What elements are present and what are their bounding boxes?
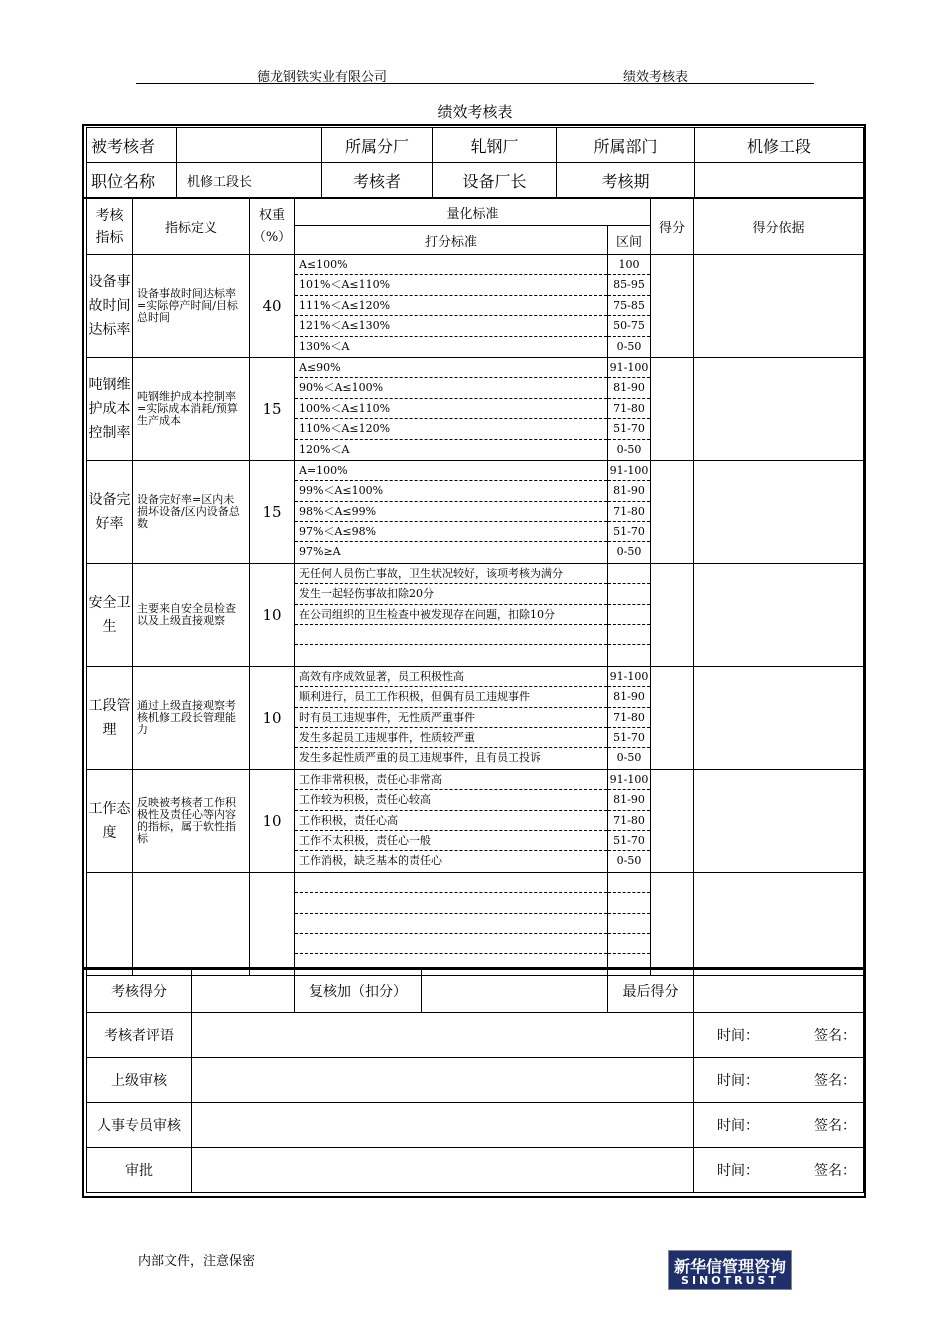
- score-ranges: [608, 563, 651, 666]
- signature-label: 签名：: [814, 1028, 856, 1044]
- score-range-line: 71-80: [608, 502, 650, 522]
- indicator-definition: 主要来自安全员检查以及上级直接观察: [133, 563, 250, 666]
- score-basis-cell[interactable]: [694, 666, 864, 769]
- score-range-line: [608, 584, 650, 604]
- indicator-row: [87, 872, 864, 975]
- summary-table: [86, 969, 864, 1193]
- scoring-standard-line: 发生多起性质严重的员工违规事件，且有员工投诉: [299, 751, 541, 765]
- score-cell[interactable]: [651, 460, 694, 563]
- scoring-standard-line: 130%＜A: [299, 339, 350, 353]
- scoring-standard-line: A=100%: [295, 461, 607, 481]
- header-company: 德龙钢铁实业有限公司: [257, 70, 388, 85]
- indicator-row: [87, 357, 864, 460]
- score-range-line: 51-70: [608, 728, 650, 748]
- score-basis-cell[interactable]: [694, 255, 864, 358]
- scoring-standard-line: 110%＜A≤120%: [295, 419, 607, 439]
- head-indicator: 考核 指标: [87, 199, 133, 255]
- score-range-line: [608, 605, 650, 625]
- scoring-standard-line: 工作不太积极，责任心一般: [295, 831, 607, 851]
- indicator-weight: 40: [250, 255, 295, 358]
- department-label: 所属部门: [557, 128, 695, 163]
- indicator-definition: [133, 872, 250, 975]
- header-doc-name: 绩效考核表: [623, 70, 689, 85]
- indicator-definition: 设备完好率=区内未损坏设备/区内设备总数: [133, 460, 250, 563]
- signature-label: 签名：: [814, 1118, 856, 1134]
- indicator-weight: 10: [250, 666, 295, 769]
- indicator-weight: 10: [250, 769, 295, 872]
- score-cell[interactable]: [651, 255, 694, 358]
- approval-comment-cell[interactable]: [192, 1013, 694, 1058]
- head-definition: 指标定义: [133, 199, 250, 255]
- reviewer-label: 考核者: [322, 163, 433, 198]
- recheck-value[interactable]: [422, 970, 608, 1013]
- scoring-standard-line: 97%≥A: [299, 545, 341, 559]
- reviewee-value[interactable]: [177, 128, 322, 163]
- signature-label: 签名：: [814, 1163, 856, 1179]
- scoring-standard-line: 在公司组织的卫生检查中被发现存在问题，扣除10分: [295, 605, 607, 625]
- score-range-line: 0-50: [616, 545, 642, 559]
- indicator-definition: 设备事故时间达标率=实际停产时间/目标总时间: [133, 255, 250, 358]
- scoring-standards: [295, 872, 608, 975]
- approval-label: 审批: [87, 1148, 192, 1193]
- branch-value: 轧钢厂: [433, 128, 557, 163]
- score-basis-cell[interactable]: [694, 769, 864, 872]
- score-range-line: [608, 645, 650, 665]
- scoring-standard-line: [295, 893, 607, 913]
- score-range-line: [608, 564, 650, 584]
- scoring-standard-line: 高效有序成效显著，员工积极性高: [295, 667, 607, 687]
- approval-comment-cell[interactable]: [192, 1058, 694, 1103]
- scoring-standard-line: 120%＜A: [299, 442, 350, 456]
- score-range-line: 71-80: [608, 708, 650, 728]
- score-cell[interactable]: [651, 666, 694, 769]
- score-range-line: 0-50: [616, 442, 642, 456]
- indicator-rows: [87, 255, 864, 976]
- score-range-line: [608, 893, 650, 913]
- score-ranges: [608, 460, 651, 563]
- score-range-line: 91-100: [608, 358, 650, 378]
- department-value: 机修工段: [695, 128, 864, 163]
- scoring-standards: [295, 563, 608, 666]
- approval-rows: [87, 1013, 864, 1193]
- indicator-weight: [250, 872, 295, 975]
- indicator-name: [87, 872, 133, 975]
- scoring-standard-line: 发生多起员工违规事件，性质较严重: [295, 728, 607, 748]
- approval-row: [87, 1103, 864, 1148]
- scoring-standards: [295, 666, 608, 769]
- scoring-standard-line: 101%＜A≤110%: [295, 275, 607, 295]
- head-range: 区间: [608, 226, 651, 255]
- time-signature-cell[interactable]: [694, 1013, 864, 1058]
- indicator-row: [87, 255, 864, 358]
- approval-comment-cell[interactable]: [192, 1103, 694, 1148]
- scoring-standard-line: 工作积极，责任心高: [295, 811, 607, 831]
- score-cell[interactable]: [651, 357, 694, 460]
- scoring-standard-line: A≤100%: [295, 255, 607, 275]
- indicator-name: 安全卫生: [87, 563, 133, 666]
- reviewee-label: 被考核者: [87, 128, 177, 163]
- score-range-line: 91-100: [608, 667, 650, 687]
- score-range-line: 81-90: [608, 687, 650, 707]
- time-signature-cell[interactable]: [694, 1103, 864, 1148]
- head-quant: 量化标准: [295, 199, 651, 226]
- scoring-standard-line: [295, 914, 607, 934]
- indicator-definition: 吨钢维护成本控制率=实际成本消耗/预算生产成本: [133, 357, 250, 460]
- scoring-standard-line: A≤90%: [295, 358, 607, 378]
- approval-label: 上级审核: [87, 1058, 192, 1103]
- score-basis-cell[interactable]: [694, 872, 864, 975]
- info-row-1: [87, 128, 864, 163]
- time-label: 时间：: [717, 1163, 759, 1179]
- approval-comment-cell[interactable]: [192, 1148, 694, 1193]
- indicator-table: [86, 198, 864, 976]
- approval-label: 考核者评语: [87, 1013, 192, 1058]
- score-range-line: 85-95: [608, 275, 650, 295]
- score-range-line: 100: [608, 255, 650, 275]
- scoring-standard-line: 111%＜A≤120%: [295, 296, 607, 316]
- scoring-standard-line: [295, 934, 607, 954]
- indicator-name: 工作态度: [87, 769, 133, 872]
- score-ranges: [608, 357, 651, 460]
- scoring-standard-line: 99%＜A≤100%: [295, 481, 607, 501]
- score-range-line: 50-75: [608, 316, 650, 336]
- score-range-line: [608, 934, 650, 954]
- logo-en-text: SINOTRUST: [681, 1274, 779, 1287]
- info-table: [86, 127, 864, 198]
- document-title: 绩效考核表: [437, 103, 513, 121]
- scoring-standards: [295, 460, 608, 563]
- branch-label: 所属分厂: [322, 128, 433, 163]
- approval-row: [87, 1013, 864, 1058]
- indicator-row: [87, 769, 864, 872]
- indicator-name: 吨钢维护成本控制率: [87, 357, 133, 460]
- footer-note: 内部文件，注意保密: [138, 1254, 256, 1269]
- signature-label: 签名：: [814, 1073, 856, 1089]
- scoring-standard-line: 发生一起轻伤事故扣除20分: [295, 584, 607, 604]
- head-weight: 权重 （%）: [250, 199, 295, 255]
- final-value[interactable]: [694, 970, 864, 1013]
- reviewer-value: 设备厂长: [433, 163, 557, 198]
- score-range-line: [608, 625, 650, 645]
- period-value[interactable]: [695, 163, 864, 198]
- score-range-line: 71-80: [608, 399, 650, 419]
- info-row-2: [87, 163, 864, 198]
- score-ranges: [608, 769, 651, 872]
- scoring-standards: [295, 255, 608, 358]
- scoring-standard-line: 98%＜A≤99%: [295, 502, 607, 522]
- time-signature-cell[interactable]: [694, 1148, 864, 1193]
- score-range-line: 91-100: [608, 770, 650, 790]
- score-range-line: 75-85: [608, 296, 650, 316]
- time-label: 时间：: [717, 1118, 759, 1134]
- final-label: 最后得分: [608, 970, 694, 1013]
- scoring-standard-line: 工作消极，缺乏基本的责任心: [299, 854, 442, 868]
- head-basis: 得分依据: [694, 199, 864, 255]
- score-range-line: 0-50: [616, 854, 642, 868]
- score-range-line: 51-70: [608, 831, 650, 851]
- score-value[interactable]: [192, 970, 295, 1013]
- indicator-name: 工段管理: [87, 666, 133, 769]
- indicator-row: [87, 563, 864, 666]
- score-basis-cell[interactable]: [694, 460, 864, 563]
- score-cell[interactable]: [651, 563, 694, 666]
- indicator-weight: 10: [250, 563, 295, 666]
- score-basis-cell[interactable]: [694, 563, 864, 666]
- scoring-standard-line: 100%＜A≤110%: [295, 399, 607, 419]
- scoring-standard-line: 工作较为积极，责任心较高: [295, 790, 607, 810]
- score-range-line: 91-100: [608, 461, 650, 481]
- score-range-line: 81-90: [608, 790, 650, 810]
- scoring-standard-line: 时有员工违规事件，无性质严重事件: [295, 708, 607, 728]
- header-rule: [136, 83, 814, 84]
- indicator-definition: 反映被考核者工作积极性及责任心等内容的指标，属于软性指标: [133, 769, 250, 872]
- indicator-weight: 15: [250, 357, 295, 460]
- score-range-line: 51-70: [608, 522, 650, 542]
- approval-row: [87, 1148, 864, 1193]
- logo-cn-text: 新华信管理咨询: [673, 1257, 786, 1276]
- score-range-line: 71-80: [608, 811, 650, 831]
- score-range-line: 0-50: [616, 751, 642, 765]
- score-ranges: [608, 255, 651, 358]
- score-range-line: 81-90: [608, 481, 650, 501]
- scoring-standard-line: 顺利进行，员工工作积极，但偶有员工违规事件: [295, 687, 607, 707]
- scoring-standard-line: 无任何人员伤亡事故，卫生状况较好，该项考核为满分: [295, 564, 607, 584]
- head-score: 得分: [651, 199, 694, 255]
- position-value: 机修工段长: [177, 163, 322, 198]
- head-scoring: 打分标准: [295, 226, 608, 255]
- approval-label: 人事专员审核: [87, 1103, 192, 1148]
- scoring-standard-line: 90%＜A≤100%: [295, 378, 607, 398]
- scoring-standard-line: 121%＜A≤130%: [295, 316, 607, 336]
- score-ranges: [608, 666, 651, 769]
- scoring-standard-line: [295, 873, 607, 893]
- indicator-row: [87, 666, 864, 769]
- score-range-line: 0-50: [616, 339, 642, 353]
- time-label: 时间：: [717, 1028, 759, 1044]
- recheck-label: 复核加（扣分）: [295, 970, 422, 1013]
- sinotrust-logo: [668, 1250, 792, 1290]
- score-cell[interactable]: [651, 769, 694, 872]
- score-label: 考核得分: [87, 970, 192, 1013]
- score-cell[interactable]: [651, 872, 694, 975]
- score-basis-cell[interactable]: [694, 357, 864, 460]
- score-range-line: [608, 914, 650, 934]
- scoring-standards: [295, 769, 608, 872]
- indicator-row: [87, 460, 864, 563]
- score-row: [87, 970, 864, 1013]
- indicator-name: 设备事故时间达标率: [87, 255, 133, 358]
- scoring-standard-line: 97%＜A≤98%: [295, 522, 607, 542]
- scoring-standard-line: 工作非常积极，责任心非常高: [295, 770, 607, 790]
- score-range-line: [608, 873, 650, 893]
- score-ranges: [608, 872, 651, 975]
- time-label: 时间：: [717, 1073, 759, 1089]
- score-range-line: 81-90: [608, 378, 650, 398]
- indicator-weight: 15: [250, 460, 295, 563]
- score-range-line: 51-70: [608, 419, 650, 439]
- scoring-standard-line: [295, 645, 607, 665]
- indicator-definition: 通过上级直接观察考核机修工段长管理能力: [133, 666, 250, 769]
- position-label: 职位名称: [87, 163, 177, 198]
- indicator-name: 设备完好率: [87, 460, 133, 563]
- time-signature-cell[interactable]: [694, 1058, 864, 1103]
- scoring-standard-line: [295, 625, 607, 645]
- approval-row: [87, 1058, 864, 1103]
- head-row-1: [87, 199, 864, 226]
- period-label: 考核期: [557, 163, 695, 198]
- scoring-standards: [295, 357, 608, 460]
